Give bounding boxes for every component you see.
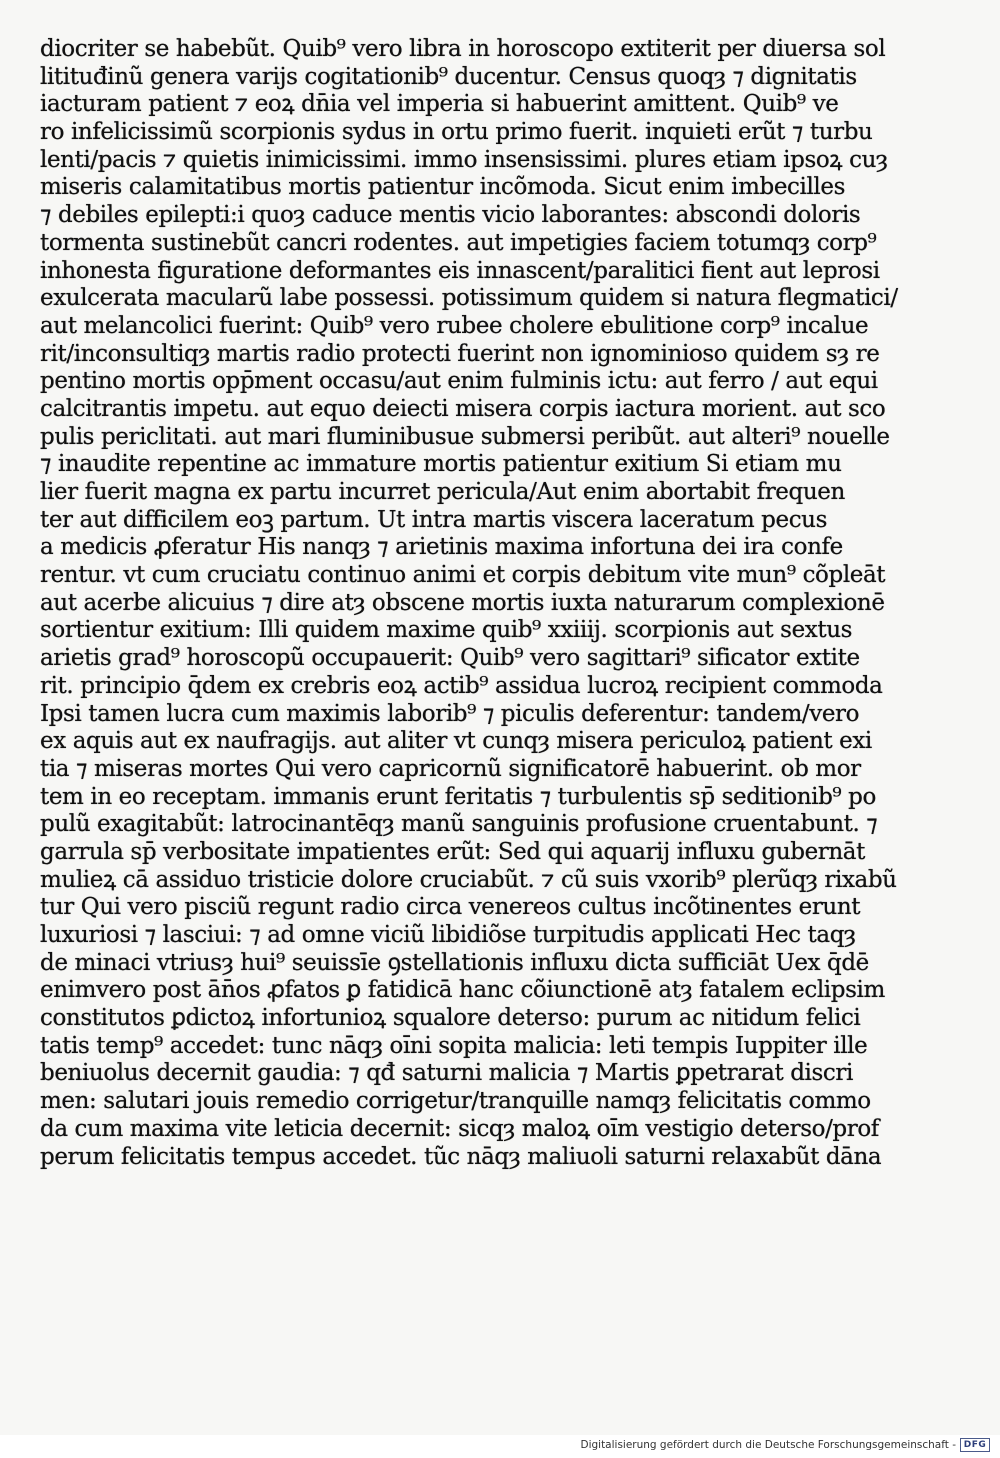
text-line: tur Qui vero pisciũ regunt̄ radio circa venereos cultus incõtinentes erunt xyxy=(40,894,861,921)
text-line: enimvero post ān̄os ꝓfatos ꝑ fatidicā hanc cõiunctionē atȝ fatalem eclipsim xyxy=(40,977,885,1004)
text-line: tem in eo receptam. immanis erunt feritatis ⁊ turbulentis sp̄ seditionib⁹ po xyxy=(40,783,876,810)
text-line: mulieꝝ cā assiduo tristicie dolore cruciabũt. ⁊ cũ suis vxorib⁹ plerũqȝ rixabũ xyxy=(40,866,897,893)
text-line: ro infelicissimũ scorpionis sydus in ortu primo fuerit. inquieti erũt ⁊ turbu xyxy=(40,119,873,146)
text-line: litituđinũ genera varijs cogitationib⁹ ducentur. Census quoqȝ ⁊ dignitatis xyxy=(40,63,857,90)
text-line: ⁊ inaudite repentine ac immature mortis patientur exitium Si etiam mu xyxy=(40,451,842,478)
text-line: perum felicitatis tempus accedet. tũc nāqȝ maliuoli saturni relaxabũt̄ dāna xyxy=(40,1143,882,1170)
text-line: miseris calamitatibus mortis patientur incõmoda. Sicut enim imbecilles xyxy=(40,174,845,201)
text-line: iacturam patient̄ ⁊ eoꝝ dn̄ia vel imperia si habuerint amittent. Quib⁹ ve xyxy=(40,91,839,118)
text-line: constitutos ꝑdictoꝝ infortunioꝝ squalore deterso: purum ac nitidum felici xyxy=(40,1005,861,1032)
text-line: garrula sp̄ verbositate impatientes erũt: Sed qui aquarij influxu gubernāt̄ xyxy=(40,838,865,865)
text-line: lenti/pacis ⁊ quietis inimicissimi. immo insensissimi. plures etiam ipsoꝝ cuȝ xyxy=(40,146,888,173)
text-line: arietis grad⁹ horoscopũ occupauerit: Quib⁹ vero sagittari⁹ sificator extite xyxy=(40,645,860,672)
text-line: da cum maxima vite leticia decernit: sicqȝ maloꝝ oı̄m vestigio deterso/prof xyxy=(40,1115,879,1142)
text-line: sortientur exitium: Illi quidem maxime quib⁹ xxiiij. scorpionis aut sextus xyxy=(40,617,853,644)
text-line xyxy=(40,1171,970,1199)
text-line: exulcerata macularũ labe possessi. potissimum quidem si natura flegmatici/ xyxy=(40,285,898,312)
text-line: lier fuerit magna ex partu incurret pericula/Aut enim abortabit frequen xyxy=(40,479,845,505)
text-line: diocriter se habebũt. Quib⁹ vero libra in horoscopo extiterit per diuersa sol xyxy=(40,36,886,62)
text-line: tia ⁊ miseras mortes Qui vero capricornũ significatorē habuerint. ob mor xyxy=(40,755,861,782)
text-line: ter aut difficilem eoꝫ partum. Ut intra martis viscera laceratum pecus xyxy=(40,506,828,533)
text-block xyxy=(40,36,970,1199)
text-line: pentino mortis opp̄ment̄ occasu/aut enim fulminis ictu: aut ferro / aut equi xyxy=(40,368,878,395)
text-line: inhonesta figuratione deformantes eis innascent̄/paralitici fient aut leprosi xyxy=(40,257,880,284)
text-line: a medicis ꝓferatur His nanqȝ ⁊ arietinis maxima infortuna dei ira confe xyxy=(40,534,843,561)
text-line: tatis temp⁹ accedet: tunc nāqȝ oı̄ni sopita malicia: leti tempis Iuppiter ille xyxy=(40,1032,868,1059)
text-line: rit/inconsultiqȝ martis radio protecti fuerint non ignominioso quidem sȝ re xyxy=(40,340,880,367)
text-line: beniuolus decernit gaudia: ⁊ qđ saturni malicia ⁊ Martis ꝑpetrarat discri xyxy=(40,1060,853,1087)
text-line: ex aquis aut ex naufragijs. aut aliter vt cunqȝ misera periculoꝝ patient̄ exi xyxy=(40,728,872,755)
digitization-credit: Digitalisierung gefördert durch die Deutsche Forschungsgemeinschaft - xyxy=(580,1439,956,1451)
text-line: luxuriosi ⁊ lasciui: ⁊ ad omne viciũ libidiõse turpitudis applicati Hec taqȝ xyxy=(40,922,856,948)
text-line: de minaci vtriusȝ hui⁹ seuissīe ꝯstellationis influxu dicta sufficiāt Uex q̄dē xyxy=(40,949,869,976)
text-line: tormenta sustinebũt cancri rodentes. aut impetigies faciem totumqȝ corp⁹ xyxy=(40,229,877,256)
text-line: rentur. vt cum cruciatu continuo animi et corpis debitum vite mun⁹ cõpleāt xyxy=(40,562,886,589)
text-line: men: salutari jouis remedio corrigetur/tranquille namqȝ felicitatis commo xyxy=(40,1088,871,1115)
text-line: ⁊ debiles epilepti:i quoȝ caduce mentis vicio laborantes: abscondi doloris xyxy=(40,202,861,229)
dfg-logo[interactable]: DFG xyxy=(960,1438,990,1452)
footer-bar xyxy=(0,1435,1000,1458)
text-line: aut acerbe alicuius ⁊ dire atȝ obscene mortis iuxta naturarum complexionē xyxy=(40,589,885,616)
text-line: rit. principio q̄dem ex crebris eoꝝ actib⁹ assidua lucroꝝ recipient commoda xyxy=(40,672,883,699)
text-line: pulũ exagitabũt: latrocinantēqȝ manũ sanguinis profusione cruentabunt. ⁊ xyxy=(40,811,878,838)
text-line: aut melancolici fuerint: Quib⁹ vero rubee cholere ebulitione corp⁹ incalue xyxy=(40,312,869,339)
text-line: pulis periclitati. aut mari fluminibusue submersi peribũt. aut alteri⁹ nouelle xyxy=(40,423,890,450)
text-line: Ipsi tamen lucra cum maximis laborib⁹ ⁊ piculis deferentur: tandem/vero xyxy=(40,700,860,727)
text-line: calcitrantis impetu. aut equo deiecti misera corpis iactura morient̄. aut sco xyxy=(40,395,886,422)
